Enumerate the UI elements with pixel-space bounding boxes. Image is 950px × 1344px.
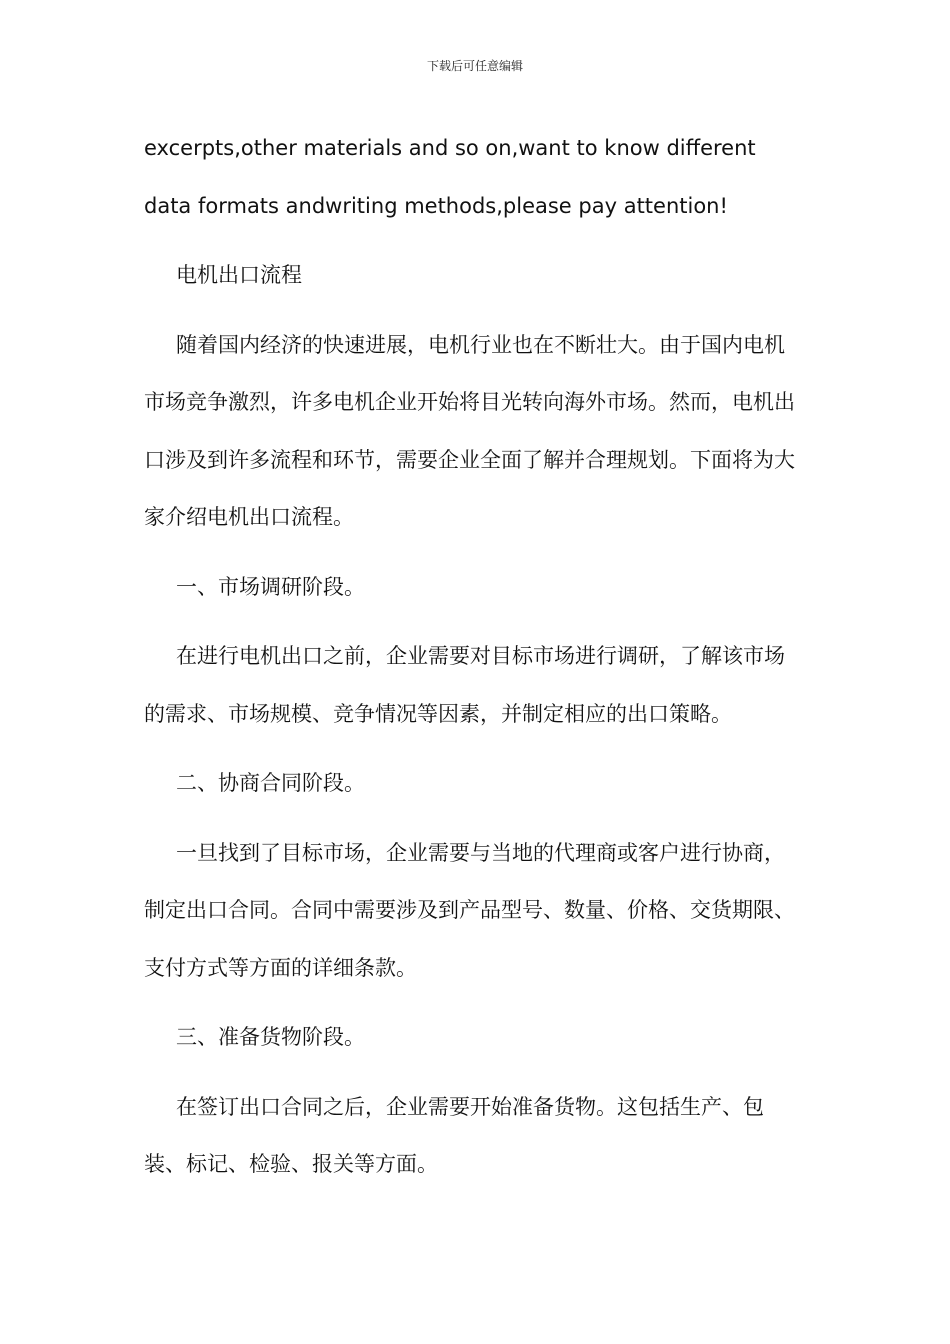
page-header: 下载后可任意编辑 [426,59,523,73]
section-1-heading: 一、市场调研阶段。 [176,574,365,599]
document-title: 电机出口流程 [176,263,302,287]
section-1-body: 在进行电机出口之前，企业需要对目标市场进行调研，了解该市场的需求、市场规模、竞争情况等因素，并制定相应的出口策略。 [144,644,785,726]
section-3-heading: 三、准备货物阶段。 [176,1025,365,1049]
section-2-heading: 二、协商合同阶段。 [176,771,365,795]
section-3-body: 在签订出口合同之后，企业需要开始准备货物。这包括生产、包装、标记、检验、报关等方面。 [144,1094,764,1176]
intro-english-paragraph: excerpts,other materials and so on,want to know different data formats andwriting methods,please pay attention! [144,136,756,218]
intro-paragraph: 随着国内经济的快速进展，电机行业也在不断壮大。由于国内电机市场竞争激烈，许多电机企业开始将目光转向海外市场。然而，电机出口涉及到许多流程和环节，需要企业全面了解并合理规划。下面将为大家介绍电机出口流程。 [144,332,795,529]
section-2-body: 一旦找到了目标市场，企业需要与当地的代理商或客户进行协商，制定出口合同。合同中需要涉及到产品型号、数量、价格、交货期限、支付方式等方面的详细条款。 [144,840,795,980]
document-body [144,120,804,1194]
